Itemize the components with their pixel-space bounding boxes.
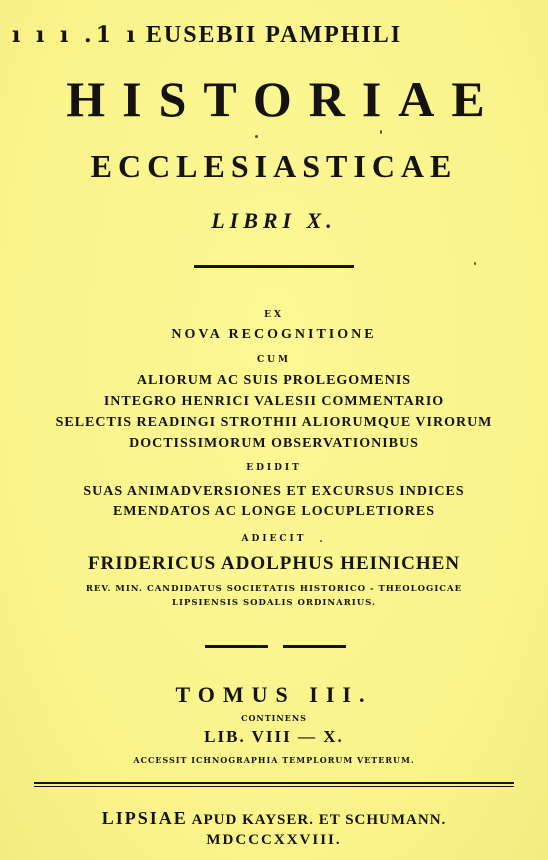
contents-line: SUAS ANIMADVERSIONES ET EXCURSUS INDICES — [83, 484, 465, 499]
paper-speck — [320, 540, 322, 542]
paper-speck — [474, 262, 476, 265]
editor-description: LIPSIENSIS SODALIS ORDINARIUS. — [172, 598, 376, 608]
contents-line: EMENDATOS AC LONGE LOCUPLETIORES — [112, 504, 436, 519]
author-name: EUSEBII PAMPHILI — [145, 22, 403, 48]
paper-speck — [380, 130, 382, 134]
divider-rule — [205, 645, 268, 648]
imprint-line — [0, 808, 548, 829]
divider-rule — [283, 645, 346, 648]
contents-line: SELECTIS READINGI STROTHII ALIORUMQUE VIRORUM — [55, 415, 493, 430]
imprint-year: MDCCCXXVIII. — [206, 832, 342, 848]
ex-label: EX — [264, 310, 284, 320]
contents-line: INTEGRO HENRICI VALESII COMMENTARIO — [103, 394, 445, 409]
double-rule-thick — [34, 782, 514, 784]
edidit-label: EDIDIT — [246, 463, 302, 473]
continens-label: CONTINENS — [241, 713, 307, 723]
accessit-note: ACCESSIT ICHNOGRAPHIA TEMPLORUM VETERUM. — [133, 755, 415, 765]
imprint-publisher: APUD KAYSER. ET SCHUMANN. — [191, 812, 447, 828]
contents-line: ALIORUM AC SUIS PROLEGOMENIS — [136, 373, 412, 388]
main-title-line2: ECCLESIASTICAE — [90, 148, 458, 184]
contents-line: DOCTISSIMORUM OBSERVATIONIBUS — [129, 436, 419, 451]
adiecit-label: ADIECIT — [241, 534, 307, 544]
imprint-city: LIPSIAE — [101, 808, 188, 828]
double-rule-thin — [34, 786, 514, 787]
editor-description: REV. MIN. CANDIDATUS SOCIETATIS HISTORICO - THEOLOGICAE — [85, 584, 463, 594]
paper-speck — [255, 135, 258, 138]
volume-number: TOMUS III. — [175, 682, 373, 707]
main-title: HISTORIAE — [66, 71, 502, 127]
books-range: LIB. VIII — X. — [204, 727, 344, 746]
editor-name: FRIDERICUS ADOLPHUS HEINICHEN — [87, 553, 461, 574]
author-prefix-marks: ı ı ı .1 ı — [12, 22, 140, 48]
nova-recognitione: NOVA RECOGNITIONE — [171, 327, 377, 342]
cum-label: CUM — [257, 355, 291, 365]
divider-rule — [194, 265, 354, 268]
books-count: LIBRI X. — [211, 208, 337, 233]
